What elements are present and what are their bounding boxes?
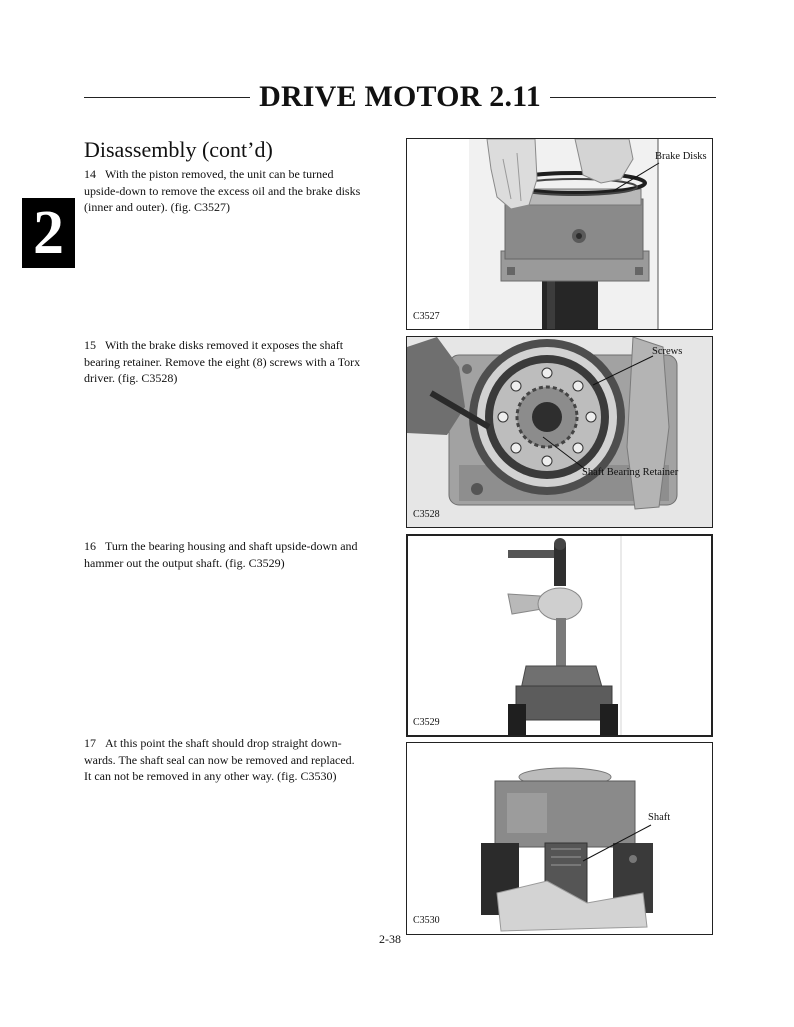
figure-code: C3527: [413, 311, 440, 322]
hammer: [508, 538, 566, 586]
step-line: [84, 735, 394, 752]
step-line: [84, 538, 394, 555]
shaft-removed-photo: [407, 743, 712, 934]
output-shaft-spline: [517, 387, 577, 447]
header-rule-left: [84, 97, 250, 98]
hammer-out-shaft-photo: [408, 536, 711, 735]
step-text-line: (inner and outer). (fig. C3527): [84, 200, 230, 214]
callout-shaft-bearing-retainer: Shaft Bearing Retainer: [582, 467, 679, 478]
step-text-line: wards. The shaft seal can now be removed and replaced.: [84, 752, 355, 767]
figure-c3527: [406, 138, 713, 330]
step-line: [84, 337, 394, 354]
output-shaft: [556, 618, 566, 668]
page-number: 2-38: [379, 932, 401, 946]
step-text-line: driver. (fig. C3528): [84, 371, 178, 385]
figure-c3529: [406, 534, 713, 737]
chapter-tab: 2: [22, 198, 75, 268]
step-line: [84, 166, 394, 183]
step-17: [84, 735, 394, 785]
step-text-line: With the piston removed, the unit can be turned: [105, 167, 334, 181]
callout-screws: Screws: [652, 346, 683, 357]
page-title: DRIVE MOTOR 2.11: [259, 80, 541, 113]
brake-disks-photo: [407, 139, 712, 329]
step-15: [84, 337, 394, 387]
figure-c3528: [406, 336, 713, 528]
figure-code: C3529: [413, 717, 440, 728]
header-rule-right: [550, 97, 716, 98]
step-text-line: upside-down to remove the excess oil and the brake disks: [84, 183, 361, 198]
callout-shaft: Shaft: [648, 812, 671, 823]
step-text-line: With the brake disks removed it exposes the shaft: [105, 338, 344, 352]
step-number: 14: [84, 167, 96, 181]
bearing-housing: [516, 666, 612, 720]
hand: [508, 588, 582, 620]
step-text-line: bearing retainer. Remove the eight (8) screws with a Torx: [84, 354, 361, 369]
step-text-line: At this point the shaft should drop straight down-: [105, 736, 342, 750]
housing: [495, 768, 635, 847]
figure-c3530: [406, 742, 713, 935]
step-number: 16: [84, 539, 96, 553]
bearing-retainer-photo: [407, 337, 712, 527]
figure-code: C3530: [413, 915, 440, 926]
figure-code: C3528: [413, 509, 440, 520]
step-text-line: hammer out the output shaft. (fig. C3529): [84, 555, 285, 570]
step-text-line: It can not be removed in any other way. (fig. C3530): [84, 769, 337, 783]
page-header: [84, 80, 716, 114]
step-text-line: Turn the bearing housing and shaft upside-down and: [105, 539, 358, 553]
step-number: 15: [84, 338, 96, 352]
step-number: 17: [84, 736, 96, 750]
section-heading: Disassembly (cont’d): [84, 137, 273, 162]
callout-brake-disks: Brake Disks: [655, 151, 707, 162]
motor-shaft-cylinder: [542, 277, 598, 329]
step-16: [84, 538, 394, 571]
step-14: [84, 166, 394, 216]
